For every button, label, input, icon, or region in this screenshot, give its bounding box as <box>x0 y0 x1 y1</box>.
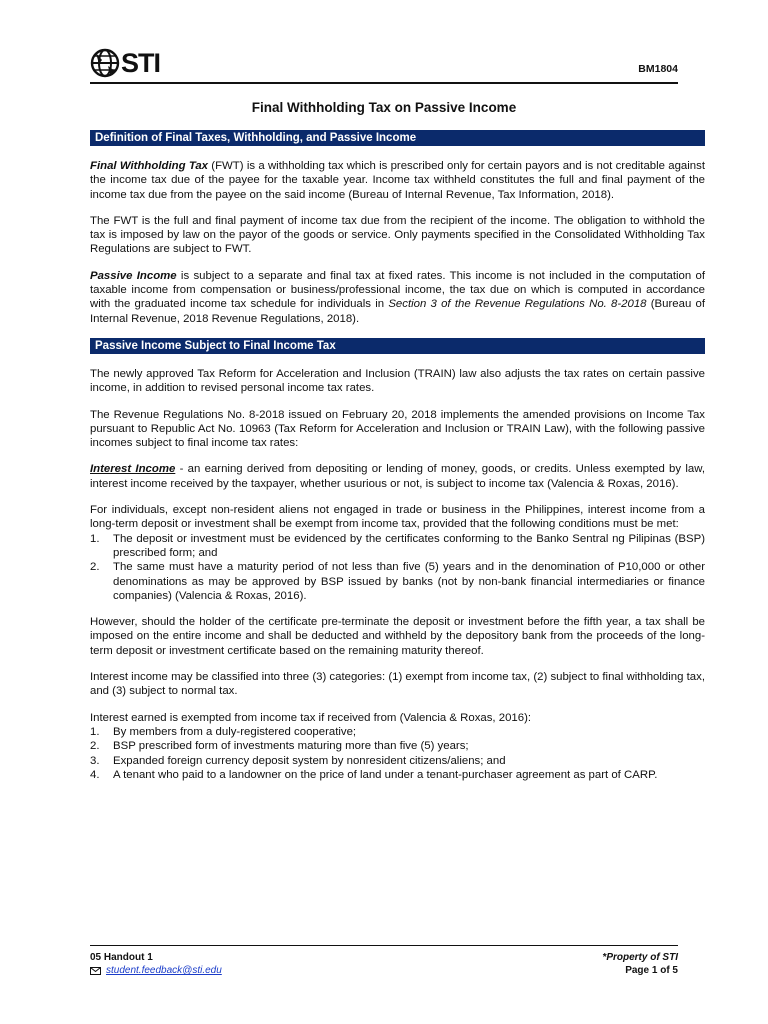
list-number: 1. <box>90 532 100 545</box>
paragraph-pre-termination: However, should the holder of the certificate pre-terminate the deposit or investment before the fifth year, a tax shall be imposed on the entire income and shall be deducted and withheld by the depository bank from the proceeds of the long-term deposit or investment certificate based on the remaining maturity thereof. <box>90 616 705 657</box>
list-item <box>90 739 705 753</box>
envelope-icon <box>90 967 101 975</box>
list-item <box>90 532 705 561</box>
term-interest-income: Interest Income <box>90 463 176 476</box>
exemptions-list <box>90 725 705 782</box>
list-text: By members from a duly-registered cooperative; <box>113 725 357 738</box>
list-text: Expanded foreign currency deposit system by nonresident citizens/aliens; and <box>113 754 506 767</box>
paragraph-text: (Bureau of Internal Revenue, 2018 Revenue Regulations, 2018). <box>90 298 706 325</box>
list-number: 1. <box>90 725 100 738</box>
paragraph-categories: Interest income may be classified into three (3) categories: (1) exempt from income tax, (2) subject to final withholding tax, and (3) subject to normal tax. <box>90 671 705 698</box>
paragraph-text: (FWT) is a withholding tax which is prescribed only for certain payors and is not creditable against the income tax due of the payee for the taxable year. Income tax withheld constitutes the full and final payment of the income tax due from the payee on the said income (Bureau of Internal Revenue, Tax Information, 2018). <box>90 160 705 201</box>
paragraph-text: is subject to a separate and final tax at fixed rates. This income is not included in the computation of taxable income from compensation or business/professional income, the tax due on which is computed in accordance with the graduated income tax schedule for individuals in <box>90 269 705 311</box>
paragraph-exemptions-intro: Interest earned is exempted from income tax if received from (Valencia & Roxas, 2016): <box>90 711 532 724</box>
feedback-email-link[interactable]: student.feedback@sti.edu <box>106 965 222 976</box>
section-heading-definitions: Definition of Final Taxes, Withholding, and Passive Income <box>90 130 705 146</box>
feedback-contact <box>90 964 222 977</box>
footer-right <box>602 951 678 977</box>
sti-logo <box>90 48 160 78</box>
paragraph-interest-income <box>90 462 705 491</box>
paragraph-train-law: The newly approved Tax Reform for Acceleration and Inclusion (TRAIN) law also adjusts the tax rates on certain passive income, in addition to revised personal income tax rates. <box>90 367 705 395</box>
handout-label: 05 Handout 1 <box>90 952 153 963</box>
paragraph-fwt-definition <box>90 159 705 202</box>
footer-rule <box>90 945 678 946</box>
paragraph-long-term-deposit: For individuals, except non-resident aliens not engaged in trade or business in the Philippines, interest income from a long-term deposit or investment shall be exempt from income tax, provided that the following conditions must be met: <box>90 504 705 531</box>
section-heading-passive-income: Passive Income Subject to Final Income Tax <box>90 338 705 354</box>
term-passive-income: Passive Income <box>90 269 177 282</box>
paragraph-passive-income <box>90 269 705 326</box>
list-item <box>90 560 705 603</box>
list-item <box>90 754 705 768</box>
sti-globe-logo-icon <box>90 48 120 78</box>
conditions-list <box>90 532 705 603</box>
list-number: 2. <box>90 740 100 753</box>
list-number: 3. <box>90 754 100 767</box>
list-text: The deposit or investment must be evidenced by the certificates conforming to the Banko Sentral ng Pilipinas (BSP) prescribed form; and <box>113 532 705 559</box>
footer-left <box>90 951 222 977</box>
list-item <box>90 768 705 782</box>
list-text: BSP prescribed form of investments maturing more than five (5) years; <box>113 740 469 753</box>
term-final-withholding-tax: Final Withholding Tax <box>90 160 209 172</box>
list-number: 4. <box>90 768 100 781</box>
list-number: 2. <box>90 561 100 574</box>
header-rule <box>90 82 678 84</box>
page-title: Final Withholding Tax on Passive Income <box>251 100 517 115</box>
paragraph-fwt-obligation: The FWT is the full and final payment of income tax due from the recipient of the income. The obligation to withhold the tax is imposed by law on the payor of the goods or service. Only payments specified in the Consolidated Withholding Tax Regulations are subject to FWT. <box>90 214 705 256</box>
list-item <box>90 725 705 739</box>
logo-text: STI <box>121 47 161 78</box>
paragraph-revenue-regulations: The Revenue Regulations No. 8-2018 issued on February 20, 2018 implements the amended provisions on Income Tax pursuant to Republic Act No. 10963 (Tax Reform for Acceleration and Inclusion or TRAIN Law), with the following passive incomes subject to final income tax rates: <box>90 408 705 450</box>
document-code: BM1804 <box>638 63 678 75</box>
property-notice: *Property of STI <box>602 952 678 963</box>
regulation-reference: Section 3 of the Revenue Regulations No. 8-2018 <box>388 298 647 311</box>
document-body <box>90 130 705 794</box>
list-text: The same must have a maturity period of not less than five (5) years and in the denomination of P10,000 or other denominations as may be approved by BSP issued by banks (not by non-bank financial intermediaries or finance companies) (Valencia & Roxas, 2016). <box>113 561 705 602</box>
paragraph-text: - an earning derived from depositing or lending of money, goods, or credits. Unless exempted by law, interest income received by the taxpayer, whether usurious or not, is subject to income tax (Valencia & Roxas, 2016). <box>90 463 705 490</box>
list-text: A tenant who paid to a landowner on the price of land under a tenant-purchaser agreement as part of CARP. <box>113 768 658 781</box>
page-number: Page 1 of 5 <box>625 965 678 976</box>
